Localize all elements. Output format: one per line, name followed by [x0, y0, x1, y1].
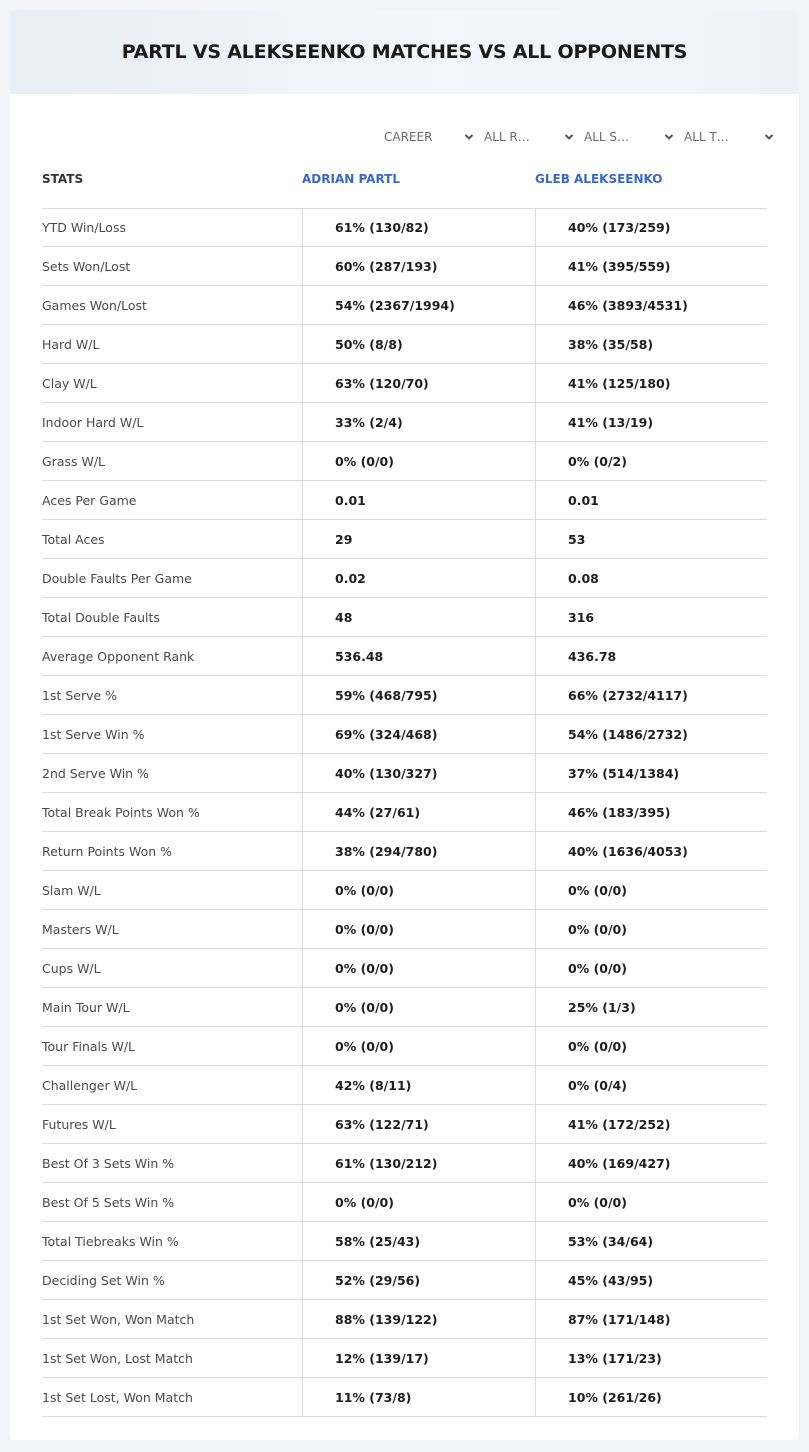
player2-value: 41% (125/180): [535, 364, 767, 402]
player2-value: 40% (169/427): [535, 1144, 767, 1182]
stat-label: 1st Set Won, Lost Match: [42, 1350, 193, 1366]
player2-value: 0% (0/0): [535, 1027, 767, 1065]
player2-value: 0% (0/0): [535, 910, 767, 948]
player2-value: 10% (261/26): [535, 1378, 767, 1416]
stat-label: Average Opponent Rank: [42, 648, 195, 664]
player2-value: 46% (183/395): [535, 793, 767, 831]
table-row: [42, 754, 767, 793]
player1-value: 0% (0/0): [302, 1183, 535, 1221]
stat-label: Total Aces: [42, 531, 105, 547]
player2-value: 41% (172/252): [535, 1105, 767, 1143]
player2-value: 46% (3893/4531): [535, 286, 767, 324]
player1-value: 61% (130/212): [302, 1144, 535, 1182]
table-row: [42, 559, 767, 598]
player2-value: 25% (1/3): [535, 988, 767, 1026]
player1-value: 0% (0/0): [302, 871, 535, 909]
table-row: [42, 637, 767, 676]
player1-value: 0% (0/0): [302, 949, 535, 987]
player1-value: 63% (122/71): [302, 1105, 535, 1143]
stat-label: 2nd Serve Win %: [42, 765, 149, 781]
stat-label: YTD Win/Loss: [42, 219, 126, 235]
page-title: PARTL VS ALEKSEENKO MATCHES VS ALL OPPONENTS: [121, 41, 688, 63]
table-row: [42, 1339, 767, 1378]
player2-value: 0.01: [535, 481, 767, 519]
player2-value: 41% (395/559): [535, 247, 767, 285]
player1-value: 38% (294/780): [302, 832, 535, 870]
table-row: [42, 1378, 767, 1417]
player1-value: 0% (0/0): [302, 442, 535, 480]
table-row: [42, 676, 767, 715]
player1-value: 11% (73/8): [302, 1378, 535, 1416]
table-row: [42, 208, 767, 247]
stat-label: Sets Won/Lost: [42, 258, 131, 274]
stat-label: Double Faults Per Game: [42, 570, 192, 586]
table-row: [42, 1222, 767, 1261]
player1-value: 69% (324/468): [302, 715, 535, 753]
player2-value: 0% (0/0): [535, 949, 767, 987]
player1-link[interactable]: ADRIAN PARTL: [302, 172, 400, 186]
filter-bar: [384, 126, 784, 148]
stat-label: Challenger W/L: [42, 1077, 138, 1093]
stat-label: Masters W/L: [42, 921, 119, 937]
table-row: [42, 1300, 767, 1339]
stat-label: 1st Set Won, Won Match: [42, 1311, 195, 1327]
table-row: [42, 1105, 767, 1144]
table-row: [42, 1144, 767, 1183]
player1-value: 48: [302, 598, 535, 636]
player2-value: 0.08: [535, 559, 767, 597]
stat-label: Indoor Hard W/L: [42, 414, 144, 430]
stat-label: Main Tour W/L: [42, 999, 130, 1015]
table-row: [42, 403, 767, 442]
table-row: [42, 793, 767, 832]
stat-label: Clay W/L: [42, 375, 97, 391]
chevron-down-icon: [664, 132, 674, 142]
player1-value: 0% (0/0): [302, 988, 535, 1026]
player2-value: 0% (0/0): [535, 871, 767, 909]
table-row: [42, 910, 767, 949]
player2-value: 66% (2732/4117): [535, 676, 767, 714]
stat-label: Aces Per Game: [42, 492, 137, 508]
stat-label: 1st Serve Win %: [42, 726, 145, 742]
stat-label: Total Tiebreaks Win %: [42, 1233, 179, 1249]
chevron-down-icon: [564, 132, 574, 142]
player1-value: 42% (8/11): [302, 1066, 535, 1104]
player1-value: 29: [302, 520, 535, 558]
stat-label: 1st Serve %: [42, 687, 118, 703]
table-row: [42, 364, 767, 403]
player1-value: 63% (120/70): [302, 364, 535, 402]
player1-value: 61% (130/82): [302, 208, 535, 246]
player2-value: 53% (34/64): [535, 1222, 767, 1260]
table-row: [42, 1027, 767, 1066]
stat-label: Slam W/L: [42, 882, 101, 898]
player1-value: 12% (139/17): [302, 1339, 535, 1377]
table-row: [42, 1183, 767, 1222]
table-row: [42, 1261, 767, 1300]
filter-label: ALL T…: [684, 130, 729, 144]
player1-value: 536.48: [302, 637, 535, 675]
table-row: [42, 949, 767, 988]
chevron-down-icon: [764, 132, 774, 142]
table-row: [42, 988, 767, 1027]
filter-round-select[interactable]: [484, 126, 584, 148]
filter-label: CAREER: [384, 130, 433, 144]
stat-label: Deciding Set Win %: [42, 1272, 165, 1288]
filter-surface-select[interactable]: [584, 126, 684, 148]
stat-label: Futures W/L: [42, 1116, 116, 1132]
player2-value: 13% (171/23): [535, 1339, 767, 1377]
player2-value: 87% (171/148): [535, 1300, 767, 1338]
stats-card: [10, 10, 799, 1440]
player2-value: 0% (0/0): [535, 1183, 767, 1221]
player1-value: 50% (8/8): [302, 325, 535, 363]
stat-label: Grass W/L: [42, 453, 106, 469]
stat-label: Cups W/L: [42, 960, 101, 976]
table-row: [42, 1066, 767, 1105]
player2-value: 0% (0/4): [535, 1066, 767, 1104]
player1-value: 44% (27/61): [302, 793, 535, 831]
stat-label: Games Won/Lost: [42, 297, 147, 313]
player1-value: 54% (2367/1994): [302, 286, 535, 324]
table-row: [42, 520, 767, 559]
filter-tournament-select[interactable]: [684, 126, 784, 148]
player2-value: 40% (173/259): [535, 208, 767, 246]
table-row: [42, 871, 767, 910]
player1-value: 88% (139/122): [302, 1300, 535, 1338]
table-row: [42, 247, 767, 286]
table-row: [42, 286, 767, 325]
player2-value: 41% (13/19): [535, 403, 767, 441]
player2-value: 40% (1636/4053): [535, 832, 767, 870]
chevron-down-icon: [464, 132, 474, 142]
table-row: [42, 715, 767, 754]
filter-label: ALL R…: [484, 130, 530, 144]
filter-period-select[interactable]: [384, 126, 484, 148]
stat-label: Best Of 3 Sets Win %: [42, 1155, 175, 1171]
player1-value: 59% (468/795): [302, 676, 535, 714]
player1-value: 40% (130/327): [302, 754, 535, 792]
player1-value: 0.01: [302, 481, 535, 519]
stat-label: Hard W/L: [42, 336, 100, 352]
player1-value: 0% (0/0): [302, 1027, 535, 1065]
player2-value: 37% (514/1384): [535, 754, 767, 792]
table-row: [42, 442, 767, 481]
player2-value: 0% (0/2): [535, 442, 767, 480]
stat-label: Best Of 5 Sets Win %: [42, 1194, 175, 1210]
table-row: [42, 481, 767, 520]
stat-label: 1st Set Lost, Won Match: [42, 1389, 193, 1405]
player2-value: 54% (1486/2732): [535, 715, 767, 753]
player1-value: 33% (2/4): [302, 403, 535, 441]
player1-value: 52% (29/56): [302, 1261, 535, 1299]
player2-value: 53: [535, 520, 767, 558]
stat-label: Tour Finals W/L: [42, 1038, 136, 1054]
filter-label: ALL S…: [584, 130, 630, 144]
player2-value: 38% (35/58): [535, 325, 767, 363]
player2-value: 436.78: [535, 637, 767, 675]
player1-value: 0% (0/0): [302, 910, 535, 948]
player2-value: 316: [535, 598, 767, 636]
player2-value: 45% (43/95): [535, 1261, 767, 1299]
stat-label: Return Points Won %: [42, 843, 173, 859]
stats-table-body: [42, 208, 767, 1417]
stat-label: Total Break Points Won %: [42, 804, 200, 820]
stat-label: Total Double Faults: [42, 609, 160, 625]
player2-link[interactable]: GLEB ALEKSEENKO: [535, 172, 663, 186]
stats-column-header: STATS: [42, 172, 84, 186]
table-row: [42, 832, 767, 871]
table-row: [42, 325, 767, 364]
table-row: [42, 598, 767, 637]
player1-value: 0.02: [302, 559, 535, 597]
player1-value: 60% (287/193): [302, 247, 535, 285]
page-header: [10, 10, 799, 94]
player1-value: 58% (25/43): [302, 1222, 535, 1260]
table-header: [42, 170, 767, 209]
